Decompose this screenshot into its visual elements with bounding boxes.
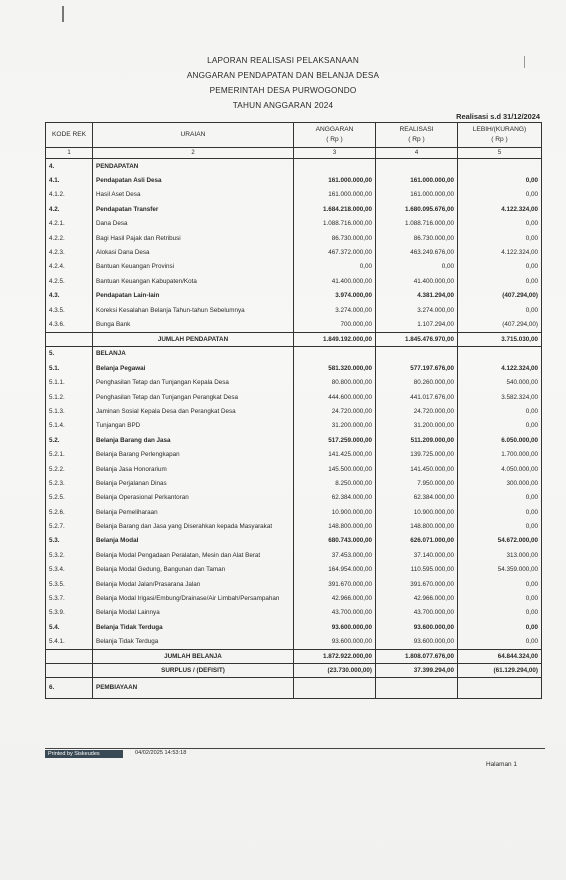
row-anggaran: 42.966.000,00 — [294, 591, 376, 605]
row-realisasi — [376, 159, 458, 174]
row-anggaran: 37.453.000,00 — [294, 548, 376, 562]
row-lebih: 6.050.000,00 — [458, 433, 542, 447]
row-uraian: Belanja Barang dan Jasa yang Diserahkan kepada Masyarakat — [93, 519, 294, 533]
row-lebih: 4.122.324,00 — [458, 245, 542, 259]
row-uraian: Bagi Hasil Pajak dan Retribusi — [93, 231, 294, 245]
row-lebih: 3.715.030,00 — [458, 332, 542, 346]
row-realisasi: 1.808.077.676,00 — [376, 649, 458, 663]
row-anggaran: 43.700.000,00 — [294, 606, 376, 620]
row-realisasi: 24.720.000,00 — [376, 404, 458, 418]
column-number: 5 — [458, 148, 542, 159]
report-title-line4: TAHUN ANGGARAN 2024 — [232, 101, 334, 110]
row-uraian: Penghasilan Tetap dan Tunjangan Kepala Desa — [93, 375, 294, 389]
row-lebih: 0,00 — [458, 260, 542, 274]
row-kode: 5.1.2. — [46, 390, 93, 404]
row-anggaran: 517.259.000,00 — [294, 433, 376, 447]
row-anggaran: 10.900.000,00 — [294, 505, 376, 519]
row-anggaran: 24.720.000,00 — [294, 404, 376, 418]
table-row — [46, 361, 542, 375]
row-lebih: 0,00 — [458, 620, 542, 634]
row-anggaran: 444.600.000,00 — [294, 390, 376, 404]
row-kode: 5.1. — [46, 361, 93, 375]
report-table — [45, 122, 542, 699]
row-lebih: 0,00 — [458, 173, 542, 187]
row-lebih: 0,00 — [458, 606, 542, 620]
row-anggaran: 581.320.000,00 — [294, 361, 376, 375]
row-lebih: 0,00 — [458, 217, 542, 231]
row-lebih: 0,00 — [458, 419, 542, 433]
table-row — [46, 274, 542, 288]
row-realisasi: 626.071.000,00 — [376, 534, 458, 548]
row-anggaran: 1.088.716.000,00 — [294, 217, 376, 231]
row-lebih: 300.000,00 — [458, 476, 542, 490]
row-realisasi: 441.017.676,00 — [376, 390, 458, 404]
row-realisasi — [376, 677, 458, 698]
row-anggaran: 1.684.218.000,00 — [294, 202, 376, 216]
row-anggaran — [294, 677, 376, 698]
report-title-line1: LAPORAN REALISASI PELAKSANAAN — [207, 56, 359, 65]
row-realisasi: 463.249.676,00 — [376, 245, 458, 259]
row-lebih: 0,00 — [458, 635, 542, 650]
row-realisasi: 161.000.000,00 — [376, 173, 458, 187]
row-realisasi: 80.260.000,00 — [376, 375, 458, 389]
table-row — [46, 231, 542, 245]
row-kode: 4.3.6. — [46, 317, 93, 332]
table-row — [46, 390, 542, 404]
row-lebih: 0,00 — [458, 274, 542, 288]
row-kode: 5.3.9. — [46, 606, 93, 620]
row-kode: 5.2.1. — [46, 447, 93, 461]
row-lebih: 4.050.000,00 — [458, 462, 542, 476]
table-row — [46, 563, 542, 577]
report-title-line3: PEMERINTAH DESA PURWOGONDO — [209, 86, 357, 95]
table-row — [46, 577, 542, 591]
table-row — [46, 677, 542, 698]
table-row — [46, 663, 542, 677]
table-row — [46, 462, 542, 476]
row-uraian: Alokasi Dana Desa — [93, 245, 294, 259]
row-realisasi: 43.700.000,00 — [376, 606, 458, 620]
row-kode: 5.3.5. — [46, 577, 93, 591]
printed-by-label: Printed by Siskeudes — [45, 750, 123, 758]
table-row — [46, 591, 542, 605]
row-uraian: Belanja Jasa Honorarium — [93, 462, 294, 476]
table-row — [46, 173, 542, 187]
row-anggaran: 141.425.000,00 — [294, 447, 376, 461]
row-anggaran: 145.500.000,00 — [294, 462, 376, 476]
row-kode: 4. — [46, 159, 93, 174]
row-anggaran: (23.730.000,00) — [294, 663, 376, 677]
row-realisasi: 0,00 — [376, 260, 458, 274]
row-kode: 5.1.1. — [46, 375, 93, 389]
row-kode: 6. — [46, 677, 93, 698]
header-realisasi: REALISASI ( Rp ) — [376, 123, 458, 148]
row-uraian: JUMLAH PENDAPATAN — [93, 332, 294, 346]
row-kode: 5.2.5. — [46, 491, 93, 505]
row-anggaran: 3.974.000,00 — [294, 289, 376, 303]
row-kode: 4.1.2. — [46, 188, 93, 202]
row-anggaran: 467.372.000,00 — [294, 245, 376, 259]
table-row — [46, 447, 542, 461]
row-uraian: Bantuan Keuangan Kabupaten/Kota — [93, 274, 294, 288]
table-row — [46, 260, 542, 274]
row-anggaran: 1.849.192.000,00 — [294, 332, 376, 346]
row-kode: 4.2. — [46, 202, 93, 216]
row-anggaran: 1.872.922.000,00 — [294, 649, 376, 663]
row-kode: 5.3. — [46, 534, 93, 548]
page-number: Halaman 1 — [486, 761, 517, 768]
row-uraian: PEMBIAYAAN — [93, 677, 294, 698]
row-kode — [46, 332, 93, 346]
row-uraian: Belanja Barang dan Jasa — [93, 433, 294, 447]
row-uraian: Pendapatan Lain-lain — [93, 289, 294, 303]
row-lebih: 1.700.000,00 — [458, 447, 542, 461]
row-realisasi: 37.140.000,00 — [376, 548, 458, 562]
print-date: 04/02/2025 14:53:18 — [135, 750, 187, 756]
report-title-line2: ANGGARAN PENDAPATAN DAN BELANJA DESA — [186, 71, 380, 80]
row-kode: 4.2.2. — [46, 231, 93, 245]
row-lebih: 4.122.324,00 — [458, 202, 542, 216]
row-realisasi: 141.450.000,00 — [376, 462, 458, 476]
row-kode: 5.4.1. — [46, 635, 93, 650]
table-row — [46, 620, 542, 634]
row-anggaran: 161.000.000,00 — [294, 188, 376, 202]
table-row — [46, 476, 542, 490]
pen-mark — [62, 6, 64, 22]
table-row — [46, 519, 542, 533]
column-number: 1 — [46, 148, 93, 159]
row-uraian: Belanja Tidak Terduga — [93, 620, 294, 634]
row-kode — [46, 663, 93, 677]
row-kode: 5.3.7. — [46, 591, 93, 605]
row-realisasi: 1.845.476.970,00 — [376, 332, 458, 346]
table-row — [46, 202, 542, 216]
row-kode: 5.2.7. — [46, 519, 93, 533]
row-realisasi: 93.600.000,00 — [376, 635, 458, 650]
row-anggaran: 391.670.000,00 — [294, 577, 376, 591]
row-uraian: BELANJA — [93, 346, 294, 361]
row-realisasi: 511.209.000,00 — [376, 433, 458, 447]
row-uraian: Bunga Bank — [93, 317, 294, 332]
row-kode: 5. — [46, 346, 93, 361]
table-row — [46, 245, 542, 259]
row-lebih: 64.844.324,00 — [458, 649, 542, 663]
header-kode: KODE REK — [46, 123, 93, 148]
row-uraian: Belanja Modal Irigasi/Embung/Drainase/Air Limbah/Persampahan — [93, 591, 294, 605]
row-realisasi: 7.950.000,00 — [376, 476, 458, 490]
row-uraian: Dana Desa — [93, 217, 294, 231]
row-anggaran: 86.730.000,00 — [294, 231, 376, 245]
table-row — [46, 303, 542, 317]
row-anggaran: 93.600.000,00 — [294, 620, 376, 634]
table-row — [46, 419, 542, 433]
row-anggaran: 3.274.000,00 — [294, 303, 376, 317]
header-anggaran: ANGGARAN ( Rp ) — [294, 123, 376, 148]
row-kode: 5.2. — [46, 433, 93, 447]
row-realisasi: 1.088.716.000,00 — [376, 217, 458, 231]
row-uraian: Tunjangan BPD — [93, 419, 294, 433]
row-anggaran: 164.954.000,00 — [294, 563, 376, 577]
row-uraian: JUMLAH BELANJA — [93, 649, 294, 663]
row-realisasi: 161.000.000,00 — [376, 188, 458, 202]
row-lebih: 0,00 — [458, 577, 542, 591]
table-row — [46, 332, 542, 346]
row-kode: 4.3. — [46, 289, 93, 303]
row-lebih: 0,00 — [458, 591, 542, 605]
row-lebih: 0,00 — [458, 519, 542, 533]
row-realisasi: 41.400.000,00 — [376, 274, 458, 288]
row-uraian: Pendapatan Transfer — [93, 202, 294, 216]
row-realisasi — [376, 346, 458, 361]
realisasi-date: Realisasi s.d 31/12/2024 — [456, 112, 540, 121]
row-kode: 4.2.4. — [46, 260, 93, 274]
row-uraian: Jaminan Sosial Kepala Desa dan Perangkat Desa — [93, 404, 294, 418]
row-uraian: Belanja Barang Perlengkapan — [93, 447, 294, 461]
row-realisasi: 93.600.000,00 — [376, 620, 458, 634]
row-kode: 5.1.3. — [46, 404, 93, 418]
row-realisasi: 86.730.000,00 — [376, 231, 458, 245]
row-lebih: 0,00 — [458, 231, 542, 245]
row-kode: 5.4. — [46, 620, 93, 634]
row-uraian: Belanja Modal Pengadaan Peralatan, Mesin dan Alat Berat — [93, 548, 294, 562]
column-number: 3 — [294, 148, 376, 159]
row-anggaran: 41.400.000,00 — [294, 274, 376, 288]
row-anggaran — [294, 159, 376, 174]
row-realisasi: 4.381.294,00 — [376, 289, 458, 303]
row-lebih: 3.582.324,00 — [458, 390, 542, 404]
row-realisasi: 139.725.000,00 — [376, 447, 458, 461]
row-realisasi: 62.384.000,00 — [376, 491, 458, 505]
row-realisasi: 577.197.676,00 — [376, 361, 458, 375]
row-lebih: 0,00 — [458, 404, 542, 418]
table-row — [46, 534, 542, 548]
row-lebih: 0,00 — [458, 188, 542, 202]
row-uraian: SURPLUS / (DEFISIT) — [93, 663, 294, 677]
row-uraian: Bantuan Keuangan Provinsi — [93, 260, 294, 274]
header-lebih: LEBIH/(KURANG) ( Rp ) — [458, 123, 542, 148]
row-realisasi: 1.107.294,00 — [376, 317, 458, 332]
row-realisasi: 3.274.000,00 — [376, 303, 458, 317]
row-realisasi: 148.800.000,00 — [376, 519, 458, 533]
row-uraian: Penghasilan Tetap dan Tunjangan Perangkat Desa — [93, 390, 294, 404]
row-lebih: 0,00 — [458, 505, 542, 519]
row-realisasi: 110.595.000,00 — [376, 563, 458, 577]
row-realisasi: 10.900.000,00 — [376, 505, 458, 519]
row-uraian: Belanja Modal — [93, 534, 294, 548]
row-kode: 5.3.2. — [46, 548, 93, 562]
row-uraian: Belanja Modal Gedung, Bangunan dan Taman — [93, 563, 294, 577]
row-kode: 4.2.1. — [46, 217, 93, 231]
table-header-row — [46, 123, 542, 148]
row-lebih: 0,00 — [458, 491, 542, 505]
row-kode: 5.2.6. — [46, 505, 93, 519]
row-uraian: Belanja Operasional Perkantoran — [93, 491, 294, 505]
row-anggaran: 62.384.000,00 — [294, 491, 376, 505]
table-row — [46, 649, 542, 663]
table-row — [46, 548, 542, 562]
table-row — [46, 289, 542, 303]
table-row — [46, 217, 542, 231]
row-kode — [46, 649, 93, 663]
row-kode: 4.2.3. — [46, 245, 93, 259]
row-kode: 5.3.4. — [46, 563, 93, 577]
row-anggaran: 700.000,00 — [294, 317, 376, 332]
row-lebih — [458, 346, 542, 361]
column-number-row — [46, 148, 542, 159]
row-realisasi: 391.670.000,00 — [376, 577, 458, 591]
row-lebih — [458, 677, 542, 698]
row-anggaran: 680.743.000,00 — [294, 534, 376, 548]
row-kode: 4.1. — [46, 173, 93, 187]
table-row — [46, 375, 542, 389]
row-realisasi: 1.680.095.676,00 — [376, 202, 458, 216]
row-uraian: Belanja Perjalanan Dinas — [93, 476, 294, 490]
row-kode: 4.3.5. — [46, 303, 93, 317]
row-anggaran: 80.800.000,00 — [294, 375, 376, 389]
row-lebih: 540.000,00 — [458, 375, 542, 389]
row-anggaran: 93.600.000,00 — [294, 635, 376, 650]
row-realisasi: 37.399.294,00 — [376, 663, 458, 677]
row-uraian: PENDAPATAN — [93, 159, 294, 174]
table-row — [46, 317, 542, 332]
row-uraian: Hasil Aset Desa — [93, 188, 294, 202]
table-row — [46, 505, 542, 519]
row-uraian: Pendapatan Asli Desa — [93, 173, 294, 187]
row-lebih: (61.129.294,00) — [458, 663, 542, 677]
row-uraian: Belanja Pegawai — [93, 361, 294, 375]
row-anggaran: 31.200.000,00 — [294, 419, 376, 433]
row-anggaran: 161.000.000,00 — [294, 173, 376, 187]
row-kode: 5.2.2. — [46, 462, 93, 476]
table-row — [46, 188, 542, 202]
row-lebih — [458, 159, 542, 174]
row-kode: 5.2.3. — [46, 476, 93, 490]
row-kode: 4.2.5. — [46, 274, 93, 288]
table-row — [46, 606, 542, 620]
table-row — [46, 433, 542, 447]
table-row — [46, 346, 542, 361]
row-realisasi: 42.966.000,00 — [376, 591, 458, 605]
row-lebih: (407.294,00) — [458, 289, 542, 303]
table-row — [46, 159, 542, 174]
row-anggaran: 148.800.000,00 — [294, 519, 376, 533]
row-lebih: 54.359.000,00 — [458, 563, 542, 577]
row-lebih: (407.294,00) — [458, 317, 542, 332]
table-row — [46, 491, 542, 505]
column-number: 4 — [376, 148, 458, 159]
row-lebih: 4.122.324,00 — [458, 361, 542, 375]
row-lebih: 313.000,00 — [458, 548, 542, 562]
row-uraian: Belanja Modal Lainnya — [93, 606, 294, 620]
table-row — [46, 404, 542, 418]
row-anggaran: 0,00 — [294, 260, 376, 274]
footer-divider — [45, 748, 545, 749]
row-uraian: Belanja Modal Jalan/Prasarana Jalan — [93, 577, 294, 591]
row-anggaran: 8.250.000,00 — [294, 476, 376, 490]
row-uraian: Belanja Pemeliharaan — [93, 505, 294, 519]
table-row — [46, 635, 542, 650]
column-number: 2 — [93, 148, 294, 159]
row-lebih: 54.672.000,00 — [458, 534, 542, 548]
row-anggaran — [294, 346, 376, 361]
row-realisasi: 31.200.000,00 — [376, 419, 458, 433]
row-uraian: Belanja Tidak Terduga — [93, 635, 294, 650]
header-uraian: URAIAN — [93, 123, 294, 148]
row-uraian: Koreksi Kesalahan Belanja Tahun-tahun Sebelumnya — [93, 303, 294, 317]
row-lebih: 0,00 — [458, 303, 542, 317]
row-kode: 5.1.4. — [46, 419, 93, 433]
